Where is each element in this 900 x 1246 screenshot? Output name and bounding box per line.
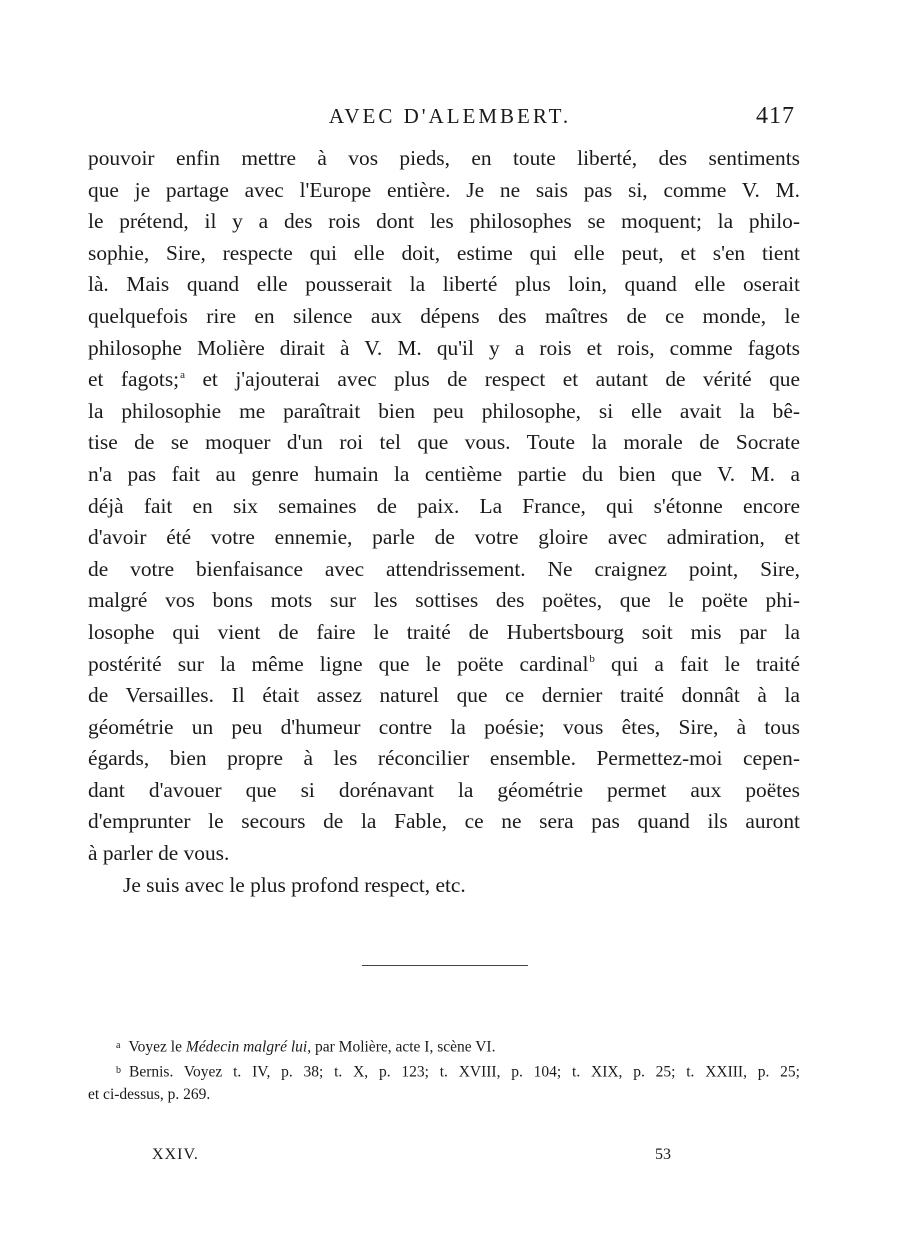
text-line: n'a pas fait au genre humain la centième partie du bien que V. M. a: [88, 461, 800, 486]
footnote-ref-b[interactable]: b: [589, 653, 595, 666]
letter-body: [88, 143, 800, 901]
text-segment: postérité sur la même ligne que le poëte cardinal: [88, 651, 589, 676]
signature-mark: XXIV.: [152, 1146, 199, 1163]
footnote-a: [88, 1034, 800, 1059]
text-line: philosophe Molière dirait à V. M. qu'il y a rois et rois, comme fagots: [88, 335, 800, 360]
footnote-marker: a: [116, 1040, 121, 1051]
footnote-b: [88, 1059, 800, 1084]
running-title: AVEC D'ALEMBERT.: [328, 104, 572, 128]
text-line: d'emprunter le secours de la Fable, ce ne sera pas quand ils auront: [88, 809, 800, 834]
page-number: 417: [756, 103, 795, 129]
text-line: losophe qui vient de faire le traité de Hubertsbourg soit mis par la: [88, 619, 800, 644]
closing-line: Je suis avec le plus profond respect, etc.: [123, 872, 466, 897]
section-divider: [362, 965, 528, 966]
text-line: pouvoir enfin mettre à vos pieds, en toute liberté, des sentiments: [88, 146, 800, 170]
text-segment: qui a fait le traité: [594, 651, 800, 676]
footnote-text: Voyez le: [128, 1038, 186, 1056]
text-line: dant d'avouer que si dorénavant la géométrie permet aux poëtes: [88, 777, 800, 802]
text-line: quelquefois rire en silence aux dépens des maîtres de ce monde, le: [88, 303, 800, 328]
sheet-number: 53: [655, 1146, 671, 1163]
footnote-marker: b: [116, 1064, 121, 1076]
text-line: le prétend, il y a des rois dont les philosophes se moquent; la philo-: [88, 209, 800, 234]
text-line: géométrie un peu d'humeur contre la poésie; vous êtes, Sire, à tous: [88, 714, 800, 739]
footnote-ref-a[interactable]: a: [180, 368, 185, 381]
text-line: là. Mais quand elle pousserait la liberté plus loin, quand elle oserait: [88, 272, 800, 297]
footnote-text: par Molière, acte I, scène VI.: [311, 1038, 496, 1056]
text-line: égards, bien propre à les réconcilier ensemble. Permettez-moi cepen-: [88, 746, 800, 771]
text-line: [88, 364, 800, 396]
footnote-text: Bernis. Voyez t. IV, p. 38; t. X, p. 123; t. XVIII, p. 104; t. XIX, p. 25; t. XXIII, p. 25;: [129, 1063, 800, 1080]
footnote-work-title: Médecin malgré lui,: [185, 1038, 312, 1056]
text-line: tise de se moquer d'un roi tel que vous. Toute la morale de Socrate: [88, 430, 800, 455]
text-line: d'avoir été votre ennemie, parle de votre gloire avec admiration, et: [88, 525, 800, 550]
text-line: déjà fait en six semaines de paix. La France, qui s'étonne encore: [88, 493, 800, 518]
text-line: malgré vos bons mots sur les sottises des poëtes, que le poëte phi-: [88, 588, 800, 613]
text-line: sophie, Sire, respecte qui elle doit, estime qui elle peut, et s'en tient: [88, 240, 800, 265]
footnote-b-continued: et ci-dessus, p. 269.: [88, 1086, 211, 1103]
text-line: [88, 649, 800, 681]
text-segment: et j'ajouterai avec plus de respect et autant de vérité que: [185, 367, 800, 392]
text-segment: et fagots;: [88, 367, 180, 392]
text-line: à parler de vous.: [88, 841, 230, 866]
text-line: de votre bienfaisance avec attendrissement. Ne craignez point, Sire,: [88, 556, 800, 581]
text-line: que je partage avec l'Europe entière. Je ne sais pas si, comme V. M.: [88, 177, 800, 202]
text-line: la philosophie me paraîtrait bien peu philosophe, si elle avait la bê-: [88, 398, 800, 423]
footnotes: [88, 1034, 800, 1106]
text-line: de Versailles. Il était assez naturel que ce dernier traité donnât à la: [88, 683, 800, 708]
